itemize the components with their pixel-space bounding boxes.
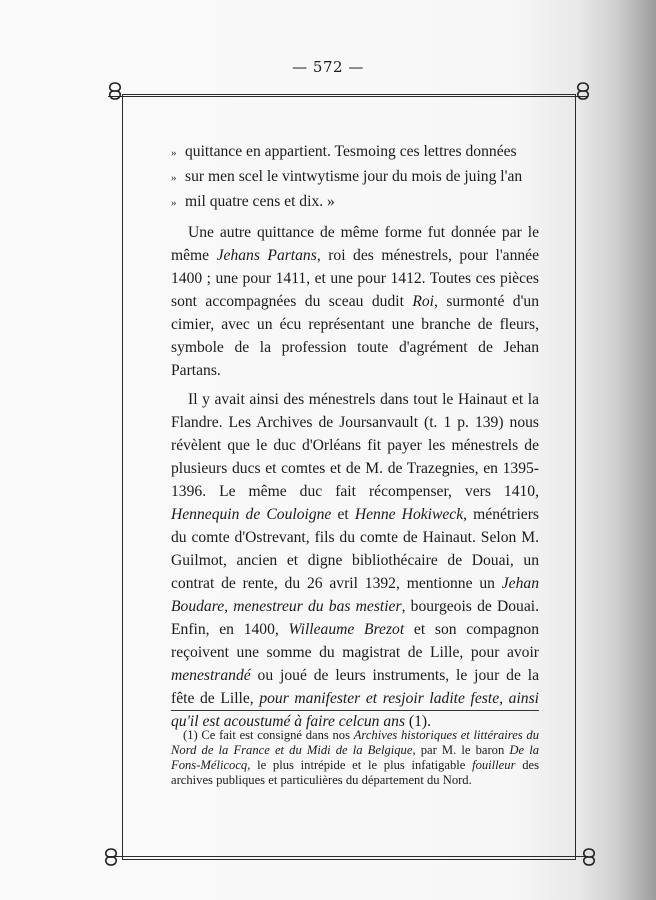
footnote-text: (1) Ce fait est consigné dans nos Archives historiques et littéraires du Nord de la France et du Midi de la Belgique, par M. le baron De la Fons-Mélicocq, le plus intrépide et le plus infatigable fouilleur des archives publiques et particulières du département du Nord. <box>171 728 540 787</box>
italic-phrase: Henne Hokiweck <box>354 506 464 523</box>
main-text <box>171 140 539 733</box>
quote-line: » mil quatre cens et dix. » <box>171 193 335 210</box>
frame-bottom-rule <box>108 856 588 857</box>
page-number: — 572 — <box>292 58 364 76</box>
italic-phrase: De la Fons-Mélicocq <box>171 743 539 772</box>
italic-phrase: Archives historiques et littéraires du Nord de la France et du Midi de la Belgique <box>171 728 539 757</box>
italic-phrase: pour manifester et resjoir ladite feste, ainsi qu'il est acoustumé à faire celcun ans <box>171 690 539 730</box>
italic-phrase: menestrandé <box>171 667 251 684</box>
corner-ornament-bottom-left-icon <box>100 846 122 868</box>
italic-phrase: Jehans Partans <box>216 247 317 264</box>
italic-phrase: Jehan Boudare, menestreur du bas mestier <box>171 575 539 615</box>
footnote-rule <box>171 710 539 711</box>
quote-line: » quittance en appartient. Tesmoing ces lettres données <box>171 143 517 160</box>
corner-ornament-top-right-icon <box>572 80 594 102</box>
corner-ornament-bottom-right-icon <box>578 846 600 868</box>
quote-line: » sur men scel le vintwytisme jour du mois de juing l'an <box>171 168 523 185</box>
paragraph-quittance: Une autre quittance de même forme fut donnée par le même Jehans Partans, roi des ménestrels, pour l'année 1400 ; une pour 1411, et une pour 1412. Toutes ces pièces sont accompagnées du sceau dudit Roi, surmonté d'un cimier, avec un écu représentant une branche de fleurs, symbole de la profession toute d'agrément de Jehan Partans. <box>171 224 540 379</box>
paragraph-menestrels: Il y avait ainsi des ménestrels dans tout le Hainaut et la Flandre. Les Archives de Joursanvault (t. 1 p. 139) nous révèlent que le duc d'Orléans fit payer les ménestrels de plusieurs ducs et comtes et de M. de Trazegnies, en 1395-1396. Le même duc fait récompenser, vers 1410, Hennequin de Couloigne et Henne Hokiweck, ménétriers du comte d'Ostrevant, fils du comte de Hainaut. Selon M. Guilmot, ancien et digne bibliothécaire de Douai, un contrat de rente, du 26 avril 1392, mentionne un Jehan Boudare, menestreur du bas mestier, bourgeois de Douai. Enfin, en 1400, Willeaume Brezot et son compagnon reçoivent une somme du magistrat de Lille, pour avoir menestrandé ou joué de leurs instruments, le jour de la fête de Lille, pour manifester et resjoir ladite feste, ainsi qu'il est acoustumé à faire celcun ans (1). <box>171 391 540 730</box>
italic-phrase: Willeaume Brezot <box>288 621 405 638</box>
footnote <box>171 728 539 788</box>
italic-phrase: Hennequin de Couloigne <box>171 506 332 523</box>
italic-phrase: fouilleur <box>472 758 516 772</box>
corner-ornament-top-left-icon <box>104 80 126 102</box>
frame-top-rule <box>108 96 588 97</box>
italic-phrase: Roi <box>412 293 434 310</box>
quote-block <box>171 140 539 215</box>
